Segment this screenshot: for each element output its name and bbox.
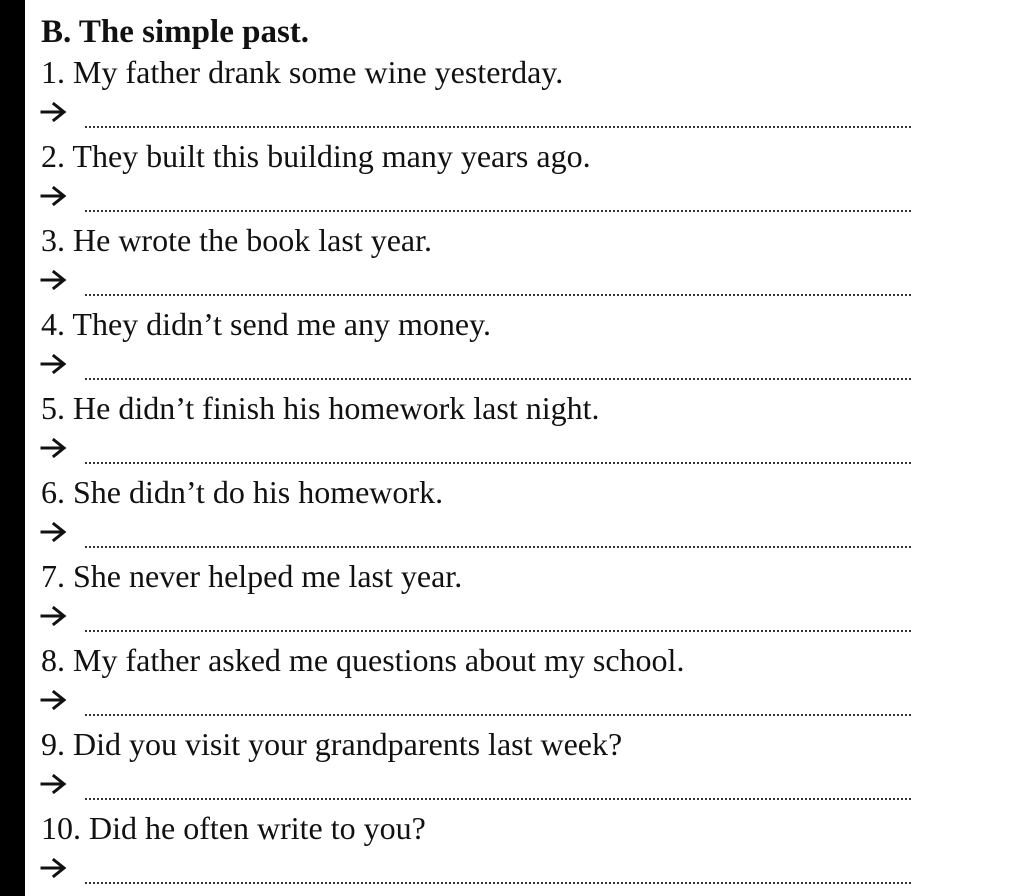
right-arrow-icon — [39, 688, 69, 712]
right-arrow-icon — [39, 856, 69, 880]
question-text: 3. He wrote the book last year. — [41, 222, 432, 258]
right-arrow-icon — [39, 436, 69, 460]
section-title: B. The simple past. — [41, 14, 310, 50]
right-arrow-icon — [39, 268, 69, 292]
right-arrow-icon — [39, 604, 69, 628]
answer-line[interactable] — [85, 378, 911, 380]
answer-line[interactable] — [85, 798, 911, 800]
answer-line[interactable] — [85, 882, 911, 884]
right-arrow-icon — [39, 352, 69, 376]
question-text: 5. He didn’t finish his homework last night. — [41, 390, 600, 426]
question-text: 1. My father drank some wine yesterday. — [41, 54, 564, 90]
question-text: 9. Did you visit your grandparents last week? — [41, 726, 623, 762]
question-text: 4. They didn’t send me any money. — [41, 306, 491, 342]
right-arrow-icon — [39, 520, 69, 544]
question-text: 2. They built this building many years ago. — [41, 138, 591, 174]
worksheet-page — [25, 0, 1024, 896]
question-text: 10. Did he often write to you? — [41, 810, 426, 846]
right-arrow-icon — [39, 100, 69, 124]
right-arrow-icon — [39, 772, 69, 796]
answer-line[interactable] — [85, 714, 911, 716]
right-arrow-icon — [39, 184, 69, 208]
question-text: 6. She didn’t do his homework. — [41, 474, 444, 510]
answer-line[interactable] — [85, 546, 911, 548]
question-text: 8. My father asked me questions about my school. — [41, 642, 685, 678]
answer-line[interactable] — [85, 630, 911, 632]
question-text: 7. She never helped me last year. — [41, 558, 463, 594]
answer-line[interactable] — [85, 294, 911, 296]
answer-line[interactable] — [85, 126, 911, 128]
answer-line[interactable] — [85, 462, 911, 464]
answer-line[interactable] — [85, 210, 911, 212]
